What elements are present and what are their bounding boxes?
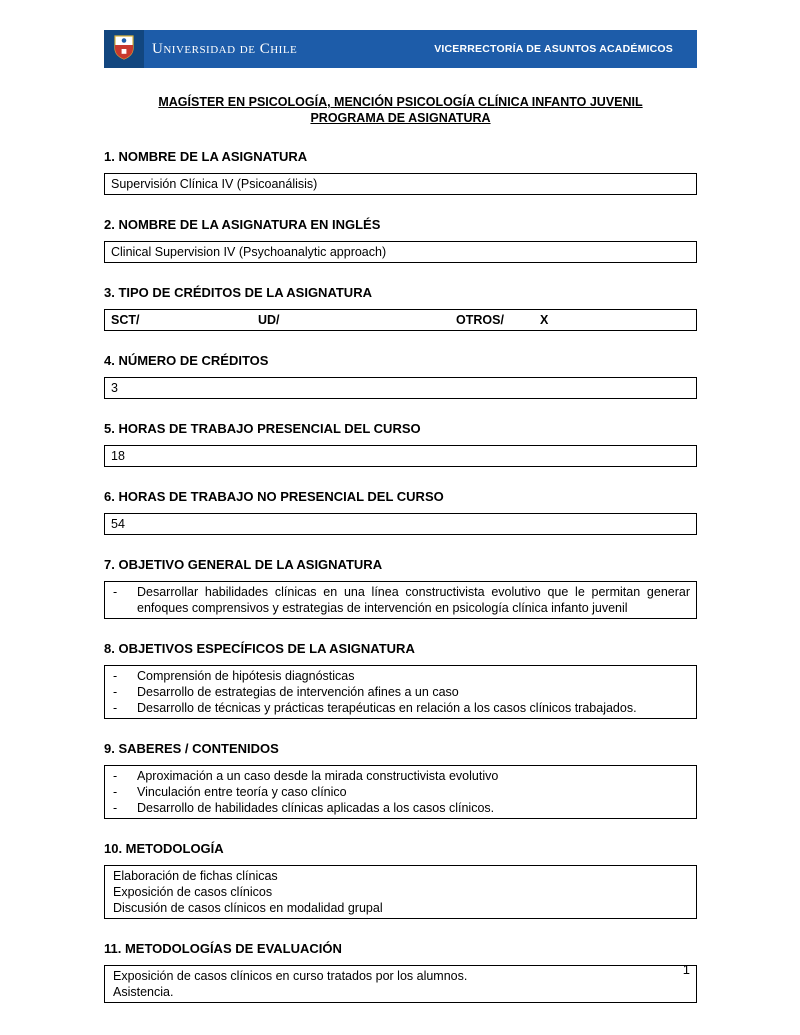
- section-tipo-creditos: [104, 285, 697, 331]
- document-title: [104, 94, 697, 127]
- section-heading: 9. SABERES / CONTENIDOS: [104, 740, 279, 756]
- value-text: 54: [111, 516, 125, 531]
- value-box: [104, 241, 697, 263]
- list-box: [104, 581, 697, 619]
- list-box: [104, 765, 697, 819]
- list-item: [111, 584, 690, 616]
- section-heading: 4. NÚMERO DE CRÉDITOS: [104, 352, 269, 368]
- section-horas-presencial: [104, 421, 697, 467]
- section-heading: 11. METODOLOGÍAS DE EVALUACIÓN: [104, 940, 342, 956]
- dash-bullet: -: [113, 800, 118, 815]
- section-heading: 7. OBJETIVO GENERAL DE LA ASIGNATURA: [104, 556, 383, 572]
- page-number: 1: [682, 962, 690, 977]
- list-item: [111, 768, 690, 784]
- list-item: [111, 668, 690, 684]
- section-heading: 5. HORAS DE TRABAJO PRESENCIAL DEL CURSO: [104, 420, 421, 436]
- section-metodologias-evaluacion: [104, 941, 697, 1003]
- credit-type-box: [104, 309, 697, 331]
- box-line: Exposición de casos clínicos: [113, 884, 273, 899]
- lines-box: [104, 865, 697, 919]
- credit-sct-label: SCT/: [111, 312, 140, 327]
- section-nombre-asignatura: [104, 149, 697, 195]
- box-line: Elaboración de fichas clínicas: [113, 868, 278, 883]
- box-line: Asistencia.: [113, 984, 174, 999]
- list-item: [111, 684, 690, 700]
- section-metodologia: [104, 841, 697, 919]
- list-item-text: Comprensión de hipótesis diagnósticas: [137, 668, 355, 683]
- section-saberes-contenidos: [104, 741, 697, 819]
- credit-otros-label: OTROS/: [456, 312, 504, 327]
- value-box: [104, 173, 697, 195]
- credit-ud-label: UD/: [258, 312, 280, 327]
- section-objetivo-general: [104, 557, 697, 619]
- section-heading: 8. OBJETIVOS ESPECÍFICOS DE LA ASIGNATURA: [104, 640, 415, 656]
- value-text: 3: [111, 380, 118, 395]
- section-nombre-ingles: [104, 217, 697, 263]
- list-box: [104, 665, 697, 719]
- list-item-text: Desarrollo de habilidades clínicas aplicadas a los casos clínicos.: [137, 800, 495, 815]
- section-heading: 3. TIPO DE CRÉDITOS DE LA ASIGNATURA: [104, 284, 372, 300]
- section-heading: 1. NOMBRE DE LA ASIGNATURA: [104, 148, 308, 164]
- document-title-line2: PROGRAMA DE ASIGNATURA: [310, 111, 491, 126]
- dash-bullet: -: [113, 584, 118, 599]
- list-item-text: Desarrollo de técnicas y prácticas terapéuticas en relación a los casos clínicos trabajados.: [137, 700, 637, 715]
- section-heading: 2. NOMBRE DE LA ASIGNATURA EN INGLÉS: [104, 216, 381, 232]
- value-text: Supervisión Clínica IV (Psicoanálisis): [111, 176, 318, 191]
- list-item: [111, 800, 690, 816]
- dash-bullet: -: [113, 700, 118, 715]
- list-item: [111, 784, 690, 800]
- section-numero-creditos: [104, 353, 697, 399]
- value-box: [104, 513, 697, 535]
- dash-bullet: -: [113, 668, 118, 683]
- section-heading: 10. METODOLOGÍA: [104, 840, 224, 856]
- header-department-title: VICERRECTORÍA DE ASUNTOS ACADÉMICOS: [434, 43, 673, 55]
- dash-bullet: -: [113, 768, 118, 783]
- section-heading: 6. HORAS DE TRABAJO NO PRESENCIAL DEL CURSO: [104, 488, 444, 504]
- section-objetivos-especificos: [104, 641, 697, 719]
- value-text: 18: [111, 448, 125, 463]
- list-item-text: Desarrollar habilidades clínicas en una línea constructivista evolutivo que le permitan generar enfoques comprensivos y estrategias de intervención en psicología clínica infanto juvenil: [137, 584, 690, 615]
- dash-bullet: -: [113, 784, 118, 799]
- value-box: [104, 445, 697, 467]
- list-item: [111, 700, 690, 716]
- section-horas-no-presencial: [104, 489, 697, 535]
- list-item-text: Aproximación a un caso desde la mirada constructivista evolutivo: [137, 768, 499, 783]
- box-line: Discusión de casos clínicos en modalidad grupal: [113, 900, 383, 915]
- university-crest-icon: [113, 34, 135, 65]
- university-name: Universidad de Chile: [152, 40, 298, 57]
- lines-box: [104, 965, 697, 1003]
- box-line: Exposición de casos clínicos en curso tratados por los alumnos.: [113, 968, 468, 983]
- credit-otros-mark: X: [540, 312, 549, 327]
- dash-bullet: -: [113, 684, 118, 699]
- header-bar: [104, 30, 697, 68]
- list-item-text: Desarrollo de estrategias de intervención afines a un caso: [137, 684, 459, 699]
- value-box: [104, 377, 697, 399]
- value-text: Clinical Supervision IV (Psychoanalytic approach): [111, 244, 387, 259]
- document-title-line1: MAGÍSTER EN PSICOLOGÍA, MENCIÓN PSICOLOGÍA CLÍNICA INFANTO JUVENIL: [158, 95, 643, 109]
- crest-box: [104, 30, 144, 68]
- list-item-text: Vinculación entre teoría y caso clínico: [137, 784, 347, 799]
